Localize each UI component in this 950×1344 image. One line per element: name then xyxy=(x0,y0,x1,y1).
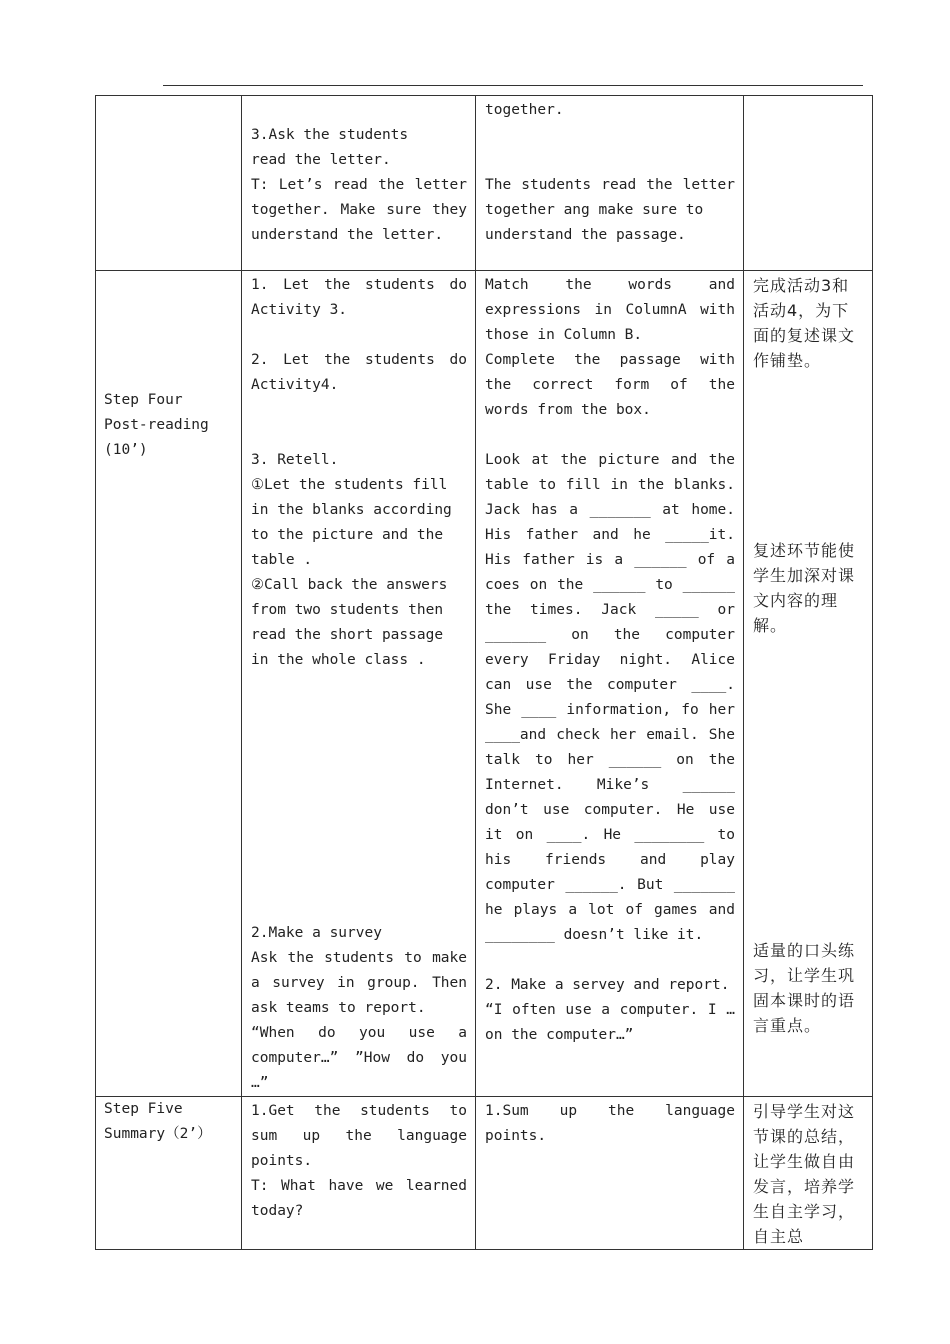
teacher-activity-text: 2. Let the students do Activity4. xyxy=(251,352,476,393)
student-activity-cell xyxy=(476,271,744,1097)
purpose-cell xyxy=(744,1097,873,1250)
teacher-activity-cell xyxy=(242,96,476,271)
student-activity-text: The students read the letter together ang make sure to understand the passage. xyxy=(485,177,735,243)
step-cell xyxy=(96,96,242,271)
header-rule xyxy=(163,85,863,86)
student-activity-text: 1.Sum up the language points. xyxy=(485,1103,744,1144)
purpose-cell xyxy=(744,271,873,1097)
teacher-activity-text: 3.Ask the students read the letter. T: Let’s read the letter together. Make sure they understand the letter. xyxy=(251,127,467,243)
student-activity-text: together. xyxy=(485,102,564,118)
step-cell xyxy=(96,1097,242,1250)
purpose-text xyxy=(744,96,872,98)
purpose-text: 完成活动3和活动4，为下面的复述课文作铺垫。 xyxy=(753,276,856,370)
teacher-activity-text: 1.Get the students to sum up the language points. T: What have we learned today? xyxy=(251,1103,467,1219)
table-row xyxy=(96,271,873,1097)
table-row xyxy=(96,1097,873,1250)
purpose-cell xyxy=(744,96,873,271)
step-label: Step Five Summary（2’） xyxy=(104,1101,212,1142)
table-row xyxy=(96,96,873,271)
teacher-activity-cell xyxy=(242,271,476,1097)
teacher-activity-text: 3. Retell. ①Let the students fill in the blanks according to the picture and the table . ②Call back the answers from two students then read the short passage in the whole class . xyxy=(251,452,452,668)
teacher-activity-text: 2.Make a survey Ask the students to make a survey in group. Then ask teams to report. “When do you use a computer…” ”How do you …” xyxy=(251,925,467,1091)
purpose-text: 引导学生对这节课的总结，让学生做自由发言，培养学生自主学习，自主总 xyxy=(753,1102,856,1246)
student-activity-cell xyxy=(476,1097,744,1250)
student-activity-text: Look at the picture and the table to fill in the blanks. Jack has a _______ at home. His father and he _____it. His father is a ______ of a coes on the ______ to ______ the times. Jack _____ or _______ on the computer every Friday night. Alice can use the computer ____. She ____ information, fo her ____and check her email. She talk to her ______ on the Internet. Mike’s ______ don’t use computer. He use it on ____. He ________ to his friends and play computer ______. But _______ he plays a lot of games and ________ doesn’t like it. xyxy=(485,452,744,943)
student-activity-text: 2. Make a servey and report. “I often use a computer. I …on the computer…” xyxy=(485,977,735,1043)
teacher-activity-cell xyxy=(242,1097,476,1250)
step-cell xyxy=(96,271,242,1097)
purpose-text: 适量的口头练习，让学生巩固本课时的语言重点。 xyxy=(753,941,856,1035)
student-activity-cell xyxy=(476,96,744,271)
student-activity-text: Match the words and expressions in ColumnA with those in Column B. Complete the passage with the correct form of the words from the box. xyxy=(485,277,735,418)
step-label: Step Four Post-reading (10’) xyxy=(104,392,209,458)
lesson-plan-table xyxy=(95,95,873,1250)
purpose-text: 复述环节能使学生加深对课文内容的理解。 xyxy=(753,541,856,635)
teacher-activity-text: 1. Let the students do Activity 3. xyxy=(251,277,476,318)
